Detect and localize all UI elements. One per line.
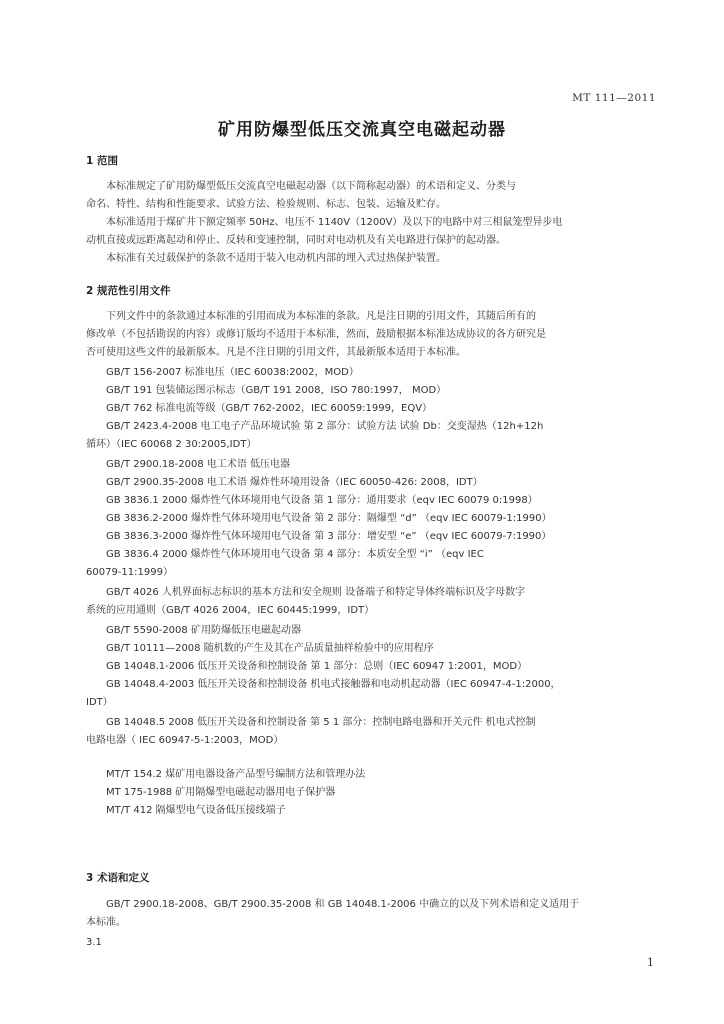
section-1-paragraph-1-line-2: 命名、特性、结构和性能要求、试验方法、检验规则、标志、包装、运输及贮存。 [86,199,446,210]
section-3-heading: 3 术语和定义 [86,872,150,884]
reference-item-3836-4-line-1: GB 3836.4 2000 爆炸性气体环境用电气设备 第 4 部分：本质安全型 “i” （eqv IEC [106,549,484,560]
reference-item: GB 3836.2-2000 爆炸性气体环境用电气设备 第 2 部分：隔爆型 “d” （eqv IEC 60079-1:1990） [106,513,552,524]
reference-item: GB/T 5590-2008 矿用防爆低压电磁起动器 [106,625,301,636]
mt-reference-item: MT 175-1988 矿用隔爆型电磁起动器用电子保护器 [106,787,336,798]
mt-reference-item: MT/T 154.2 煤矿用电器设备产品型号编制方法和管理办法 [106,769,366,780]
mt-reference-item: MT/T 412 隔爆型电气设备低压接线端子 [106,805,286,816]
reference-item-14048-4-line-1: GB 14048.4-2003 低压开关设备和控制设备 机电式接触器和电动机起动器（IEC 60947-4-1:2000， [106,679,561,690]
reference-item-14048-4-line-2: IDT） [86,697,113,708]
page-number: 1 [647,956,654,969]
section-2-intro-line-1: 下列文件中的条款通过本标准的引用而成为本标准的条款。凡是注日期的引用文件，其随后所有的 [106,311,536,322]
reference-item-14048-5-line-2: 电路电器（ IEC 60947-5-1:2003，MOD） [86,735,284,746]
reference-item: GB/T 2900.18-2008 电工术语 低压电器 [106,459,291,470]
section-1-paragraph-3: 本标准有关过载保护的条款不适用于装入电动机内部的埋入式过热保护装置。 [106,253,446,264]
section-2-heading: 2 规范性引用文件 [86,285,171,297]
section-2-intro-line-3: 否可使用这些文件的最新版本。凡是不注日期的引用文件，其最新版本适用于本标准。 [86,347,466,358]
reference-item-2423-line-2: 循环）（IEC 60068 2 30:2005,IDT） [86,439,257,450]
reference-item: GB/T 762 标准电流等级（GB/T 762-2002，IEC 60059:1999，EQV） [106,403,433,414]
section-1-paragraph-2-line-1: 本标准适用于煤矿井下额定频率 50Hz、电压不 1140V（1200V）及以下的电路中对三相鼠笼型异步电 [106,217,563,228]
section-1-paragraph-2-line-2: 动机直接或远距离起动和停止、反转和变速控制，同时对电动机及有关电路进行保护的起动器。 [86,235,506,246]
reference-item: GB 3836.3-2000 爆炸性气体环境用电气设备 第 3 部分：增安型 “e” （eqv IEC 60079-7:1990） [106,531,552,542]
section-3-1-number: 3.1 [86,937,102,948]
reference-item: GB/T 10111—2008 随机数的产生及其在产品质量抽样检验中的应用程序 [106,643,434,654]
reference-item-3836-4-line-2: 60079-11:1999） [86,567,173,578]
reference-item-4026-line-2: 系统的应用通则（GB/T 4026 2004，IEC 60445:1999，IDT） [86,605,375,616]
section-1-paragraph-1-line-1: 本标准规定了矿用防爆型低压交流真空电磁起动器（以下简称起动器）的术语和定义、分类与 [106,181,516,192]
reference-item: GB/T 191 包装储运图示标志（GB/T 191 2008，ISO 780:1997， MOD） [106,385,447,396]
reference-item: GB 14048.1-2006 低压开关设备和控制设备 第 1 部分：总则（IEC 60947 1:2001，MOD） [106,661,528,672]
standard-number: MT 111—2011 [572,92,656,104]
reference-item: GB/T 156-2007 标准电压（IEC 60038:2002，MOD） [106,367,359,378]
section-2-intro-line-2: 修改单（不包括勘误的内容）或修订版均不适用于本标准，然而，鼓励根据本标准达成协议的各方研究是 [86,329,546,340]
reference-item: GB 3836.1 2000 爆炸性气体环境用电气设备 第 1 部分：通用要求（eqv IEC 60079 0:1998） [106,495,538,506]
reference-item: GB/T 2900.35-2008 电工术语 爆炸性环境用设备（IEC 60050-426: 2008，IDT） [106,477,483,488]
section-3-paragraph-line-1: GB/T 2900.18-2008、GB/T 2900.35-2008 和 GB 14048.1-2006 中确立的以及下列术语和定义适用于 [106,899,580,910]
section-1-heading: 1 范围 [86,155,118,167]
reference-item-4026-line-1: GB/T 4026 人机界面标志标识的基本方法和安全规则 设备端子和特定导体终端标识及字母数字 [106,587,526,598]
section-3-paragraph-line-2: 本标准。 [86,917,126,928]
document-title: 矿用防爆型低压交流真空电磁起动器 [218,120,506,140]
reference-item-2423-line-1: GB/T 2423.4-2008 电工电子产品环境试验 第 2 部分：试验方法 试验 Db：交变湿热（12h+12h [106,421,544,432]
reference-item-14048-5-line-1: GB 14048.5 2008 低压开关设备和控制设备 第 5 1 部分：控制电路电器和开关元件 机电式控制 [106,717,536,728]
